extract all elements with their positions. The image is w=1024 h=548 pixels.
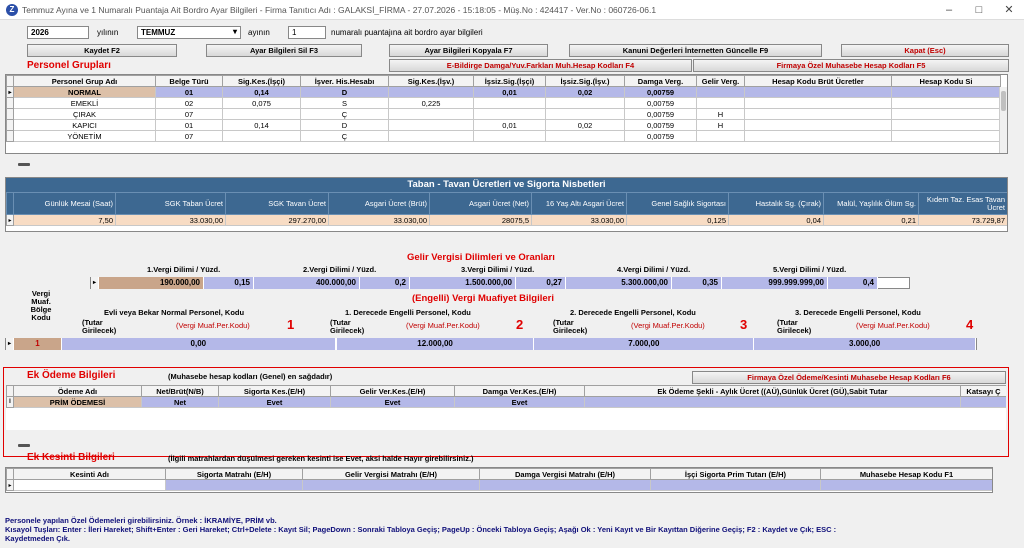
row-pointer-icon: ▸ <box>7 480 14 491</box>
table-cell[interactable]: D <box>301 120 389 131</box>
table-cell[interactable] <box>223 109 301 120</box>
app-icon: Z <box>6 4 18 16</box>
row-pointer-icon: ▸ <box>91 277 99 289</box>
table-cell[interactable] <box>166 480 303 491</box>
extra-payments-table <box>6 385 1006 408</box>
code-hint: (Vergi Muaf.Per.Kodu) <box>631 321 705 330</box>
firm-payment-accounts-button[interactable]: Firmaya Özel Ödeme/Kesinti Muhasebe Hesap Kodları F6 <box>692 371 1006 384</box>
table-cell[interactable] <box>389 120 474 131</box>
group-number: 4 <box>966 317 974 332</box>
table-row[interactable] <box>7 215 1008 226</box>
table-cell[interactable] <box>697 87 745 98</box>
table-cell[interactable]: 0,125 <box>627 215 729 226</box>
bracket-3-limit[interactable]: 1.500.000,00 <box>410 277 516 289</box>
minimize-button[interactable]: – <box>945 3 953 16</box>
row-indicator-header <box>7 76 14 87</box>
title-bar <box>0 0 1024 20</box>
delete-settings-button[interactable]: Ayar Bilgileri Sil F3 <box>206 44 362 57</box>
table-cell[interactable]: 0,00759 <box>625 109 697 120</box>
table-cell[interactable]: 01 <box>156 120 223 131</box>
income-tax-title: Gelir Vergisi Dilimleri ve Oranları <box>407 252 555 263</box>
table-cell[interactable]: NORMAL <box>14 87 156 98</box>
table-cell[interactable]: 0,02 <box>546 120 625 131</box>
table-cell[interactable]: 73.729,87 <box>919 215 1008 226</box>
bracket-2-limit[interactable]: 400.000,00 <box>254 277 360 289</box>
table-cell[interactable]: ÇIRAK <box>14 109 156 120</box>
column-header[interactable]: Gelir Ver.Kes.(E/H) <box>331 386 455 397</box>
extra-payments-header <box>7 386 1007 397</box>
bracket-5-rate[interactable]: 0,4 <box>828 277 878 289</box>
column-header[interactable]: Personel Grup Adı <box>14 76 156 87</box>
bracket-1-limit[interactable]: 190.000,00 <box>99 277 204 289</box>
table-cell[interactable]: 7,50 <box>14 215 116 226</box>
table-cell[interactable] <box>892 87 1001 98</box>
puantaj-input[interactable]: 1 <box>288 26 326 39</box>
table-cell[interactable]: Ç <box>301 109 389 120</box>
table-row[interactable] <box>7 87 1001 98</box>
bracket-label: 4.Vergi Dilimi / Yüzd. <box>617 265 691 274</box>
table-cell[interactable] <box>892 98 1001 109</box>
wage-limits-title: Taban - Tavan Ücretleri ve Sigorta Nisbetleri <box>6 178 1007 192</box>
table-cell[interactable] <box>474 131 546 142</box>
table-cell[interactable] <box>892 109 1001 120</box>
bracket-5-limit[interactable]: 999.999.999,00 <box>722 277 828 289</box>
group-number: 1 <box>287 317 295 332</box>
table-cell[interactable]: Net <box>142 397 219 408</box>
personnel-groups-header <box>7 76 1001 87</box>
column-header[interactable]: Sigorta Matrahı (E/H) <box>166 469 303 480</box>
window-title: Temmuz Ayına ve 1 Numaralı Puantaja Ait Bordro Ayar Bilgileri - Firma Tanıtıcı Adı : GALAKSİ_FİRMA - 27.07.2026 - 15:18:05 - Müş.No : 424417 - Ver.No : 060726-06.1 <box>22 4 657 15</box>
puantaj-label: numaralı puantajına ait bordro ayar bilgileri <box>331 28 483 37</box>
table-cell[interactable]: 02 <box>156 98 223 109</box>
table-row[interactable] <box>7 480 993 491</box>
column-header[interactable]: SGK Tavan Ücret <box>226 193 329 215</box>
table-cell[interactable] <box>546 98 625 109</box>
column-header[interactable]: Ek Ödeme Şekli - Aylık Ücret ((AÜ),Günlük Ücret (GÜ),Sabit Tutar <box>585 386 961 397</box>
table-cell[interactable] <box>697 98 745 109</box>
table-cell[interactable] <box>651 480 821 491</box>
column-header[interactable]: Kıdem Taz. Esas Tavan Ücret <box>919 193 1008 215</box>
amount-label: (Tutar Girilecek) <box>330 318 365 335</box>
table-cell[interactable] <box>745 120 892 131</box>
help-line: Personele yapılan Özel Ödemeleri girebilirsiniz. Örnek : İKRAMİYE, PRİM vb. <box>5 516 277 525</box>
bracket-2-rate[interactable]: 0,2 <box>360 277 410 289</box>
amount-label: (Tutar Girilecek) <box>777 318 812 335</box>
deductions-header <box>7 469 993 480</box>
month-label: ayının <box>248 28 270 37</box>
table-cell[interactable]: 0,00759 <box>625 98 697 109</box>
year-input[interactable]: 2026 <box>27 26 89 39</box>
deductions-hint: (İlgili matrahlardan düşülmesi gereken kesinti ise Evet, aksi halde Hayır girebilirsiniz.) <box>168 454 474 463</box>
table-cell[interactable]: KAPICI <box>14 120 156 131</box>
copy-settings-button[interactable]: Ayar Bilgileri Kopyala F7 <box>389 44 548 57</box>
column-header[interactable]: İşsiz.Sig.(İşçi) <box>474 76 546 87</box>
table-cell[interactable]: 0,02 <box>546 87 625 98</box>
wage-limits-header <box>7 193 1008 215</box>
table-cell[interactable]: 0,01 <box>474 120 546 131</box>
table-cell[interactable]: D <box>301 87 389 98</box>
table-cell[interactable] <box>585 397 961 408</box>
group-number: 3 <box>740 317 748 332</box>
table-cell[interactable] <box>892 131 1001 142</box>
table-cell[interactable] <box>480 480 651 491</box>
table-cell[interactable] <box>14 480 166 491</box>
table-cell[interactable]: 0,00759 <box>625 87 697 98</box>
extra-payments-table-wrap <box>6 385 1006 430</box>
table-cell[interactable]: 07 <box>156 131 223 142</box>
help-text <box>5 516 1019 543</box>
table-cell[interactable] <box>745 87 892 98</box>
table-cell[interactable]: 33.030,00 <box>329 215 430 226</box>
column-header[interactable]: Damga Ver.Kes.(E/H) <box>455 386 585 397</box>
table-cell[interactable]: Evet <box>455 397 585 408</box>
group-4-amount[interactable]: 3.000,00 <box>754 338 976 350</box>
splitter-handle[interactable] <box>18 444 30 447</box>
personnel-groups-table-wrap <box>5 74 1008 154</box>
table-cell[interactable] <box>961 397 1007 408</box>
column-header[interactable]: Günlük Mesai (Saat) <box>14 193 116 215</box>
column-header[interactable]: İşçi Sigorta Prim Tutarı (E/H) <box>651 469 821 480</box>
exemption-region-code[interactable]: 1 <box>14 338 62 350</box>
column-header[interactable]: Genel Sağlık Sigortası <box>627 193 729 215</box>
tax-brackets-row <box>90 277 910 289</box>
column-header[interactable]: Malül, Yaşlılık Ölüm Sg. <box>824 193 919 215</box>
table-cell[interactable]: 0,00759 <box>625 131 697 142</box>
table-cell[interactable]: 33.030,00 <box>532 215 627 226</box>
deductions-title: Ek Kesinti Bilgileri <box>27 452 115 463</box>
close-window-button[interactable]: ✕ <box>1004 4 1014 16</box>
table-row[interactable] <box>7 120 1001 131</box>
tax-bracket-labels <box>90 265 910 275</box>
help-line: Kaydetmeden Çık. <box>5 534 71 543</box>
scrollbar-thumb[interactable] <box>1001 91 1006 111</box>
ebildirge-accounts-button[interactable]: E-Bildirge Damga/Yuv.Farkları Muh.Hesap Kodları F4 <box>389 59 692 72</box>
group-3-amount[interactable]: 7.000,00 <box>534 338 754 350</box>
table-cell[interactable]: YÖNETİM <box>14 131 156 142</box>
table-cell[interactable]: PRİM ÖDEMESİ <box>14 397 142 408</box>
column-header[interactable]: Hesap Kodu Si <box>892 76 1001 87</box>
update-online-button[interactable]: Kanuni Değerleri İnternetten Güncelle F9 <box>569 44 822 57</box>
column-header[interactable]: Gelir Verg. <box>697 76 745 87</box>
table-cell[interactable] <box>474 109 546 120</box>
column-header[interactable]: SGK Taban Ücret <box>116 193 226 215</box>
year-label: yılının <box>97 28 119 37</box>
column-header[interactable]: Gelir Vergisi Matrahı (E/H) <box>303 469 480 480</box>
table-cell[interactable]: 0,00759 <box>625 120 697 131</box>
table-cell[interactable] <box>474 98 546 109</box>
group-number: 2 <box>516 317 524 332</box>
bracket-4-limit[interactable]: 5.300.000,00 <box>566 277 672 289</box>
table-cell[interactable]: H <box>697 109 745 120</box>
table-cell[interactable] <box>821 480 993 491</box>
bracket-1-rate[interactable]: 0,15 <box>204 277 254 289</box>
group-header: Evli veya Bekar Normal Personel, Kodu <box>104 308 245 317</box>
table-cell[interactable] <box>223 131 301 142</box>
month-value: TEMMUZ <box>141 28 176 37</box>
deductions-table-wrap <box>5 467 993 493</box>
column-header[interactable]: Net/Brüt(N/B) <box>142 386 219 397</box>
table-cell[interactable]: Evet <box>219 397 331 408</box>
table-cell[interactable]: 297.270,00 <box>226 215 329 226</box>
table-cell[interactable]: 0,01 <box>474 87 546 98</box>
table-cell[interactable] <box>745 131 892 142</box>
table-cell[interactable] <box>546 131 625 142</box>
table-cell[interactable] <box>697 131 745 142</box>
disability-row <box>5 338 977 350</box>
bracket-4-rate[interactable]: 0,35 <box>672 277 722 289</box>
table-cell[interactable]: 0,04 <box>729 215 824 226</box>
column-header[interactable]: Damga Verg. <box>625 76 697 87</box>
amount-label: (Tutar Girilecek) <box>553 318 588 335</box>
code-hint: (Vergi Muaf.Per.Kodu) <box>856 321 930 330</box>
column-header[interactable]: Kesinti Adı <box>14 469 166 480</box>
table-cell[interactable]: 01 <box>156 87 223 98</box>
column-header[interactable]: Muhasebe Hesap Kodu F1 <box>821 469 993 480</box>
table-row[interactable] <box>7 109 1001 120</box>
vertical-scrollbar[interactable] <box>999 87 1007 153</box>
table-cell[interactable]: 0,14 <box>223 120 301 131</box>
bracket-label: 5.Vergi Dilimi / Yüzd. <box>773 265 847 274</box>
table-cell[interactable]: 33.030,00 <box>116 215 226 226</box>
firm-accounting-codes-button[interactable]: Firmaya Özel Muhasebe Hesap Kodları F5 <box>693 59 1009 72</box>
table-cell[interactable]: 28075,5 <box>430 215 532 226</box>
maximize-button[interactable]: □ <box>975 3 983 16</box>
column-header[interactable]: Damga Vergisi Matrahı (E/H) <box>480 469 651 480</box>
table-cell[interactable]: Ç <box>301 131 389 142</box>
wage-limits-table <box>6 192 1008 226</box>
table-cell[interactable]: 0,21 <box>824 215 919 226</box>
table-cell[interactable] <box>389 109 474 120</box>
column-header[interactable]: Belge Türü <box>156 76 223 87</box>
table-cell[interactable] <box>892 120 1001 131</box>
close-button[interactable]: Kapat (Esc) <box>841 44 1009 57</box>
deductions-table <box>6 468 993 491</box>
month-select[interactable] <box>137 26 241 39</box>
amount-label: (Tutar Girilecek) <box>82 318 117 335</box>
table-row[interactable] <box>7 98 1001 109</box>
table-cell[interactable]: 07 <box>156 109 223 120</box>
extra-payments-hint: (Muhasebe hesap kodları (Genel) en sağdadır) <box>168 372 333 381</box>
row-pointer-icon: ▸ <box>7 87 14 98</box>
table-cell[interactable]: Evet <box>331 397 455 408</box>
column-header[interactable]: İşver. His.Hesabı <box>301 76 389 87</box>
code-hint: (Vergi Muaf.Per.Kodu) <box>406 321 480 330</box>
bracket-3-rate[interactable]: 0,27 <box>516 277 566 289</box>
column-header[interactable]: Sigorta Kes.(E/H) <box>219 386 331 397</box>
table-cell[interactable] <box>546 109 625 120</box>
table-cell[interactable] <box>389 131 474 142</box>
group-1-amount[interactable]: 0,00 <box>62 338 336 350</box>
table-cell[interactable] <box>389 87 474 98</box>
group-2-amount[interactable]: 12.000,00 <box>337 338 535 350</box>
exemption-region-label: Vergi Muaf. Bölge Kodu <box>30 289 52 322</box>
table-row[interactable] <box>7 397 1007 408</box>
column-header[interactable]: Hesap Kodu Brüt Ücretler <box>745 76 892 87</box>
table-cell[interactable] <box>303 480 480 491</box>
table-row[interactable] <box>7 131 1001 142</box>
column-header[interactable]: İşsiz.Sig.(İşv.) <box>546 76 625 87</box>
table-cell[interactable]: 0,075 <box>223 98 301 109</box>
bracket-label: 3.Vergi Dilimi / Yüzd. <box>461 265 535 274</box>
personnel-groups-title: Personel Grupları <box>27 60 111 71</box>
edit-cursor-icon: I <box>7 397 14 408</box>
table-cell[interactable]: 0,14 <box>223 87 301 98</box>
table-cell[interactable] <box>745 98 892 109</box>
table-cell[interactable] <box>745 109 892 120</box>
column-header[interactable]: 16 Yaş Altı Asgari Ücret <box>532 193 627 215</box>
group-header: 2. Derecede Engelli Personel, Kodu <box>570 308 696 317</box>
column-header[interactable]: Asgari Ücret (Net) <box>430 193 532 215</box>
chevron-down-icon: ▾ <box>232 27 237 36</box>
disability-title: (Engelli) Vergi Muafiyet Bilgileri <box>412 293 554 304</box>
help-line: Kısayol Tuşları: Enter : İleri Hareket; Shift+Enter : Geri Hareket; Ctrl+Delete : Kayıt Sil; PageDown : Sonraki Tabloya Geçiş; PageUp : Önceki Tabloya Geçiş; Aşağı Ok : Yeni Kayıt ve Bir Kayıttan Diğerine Geçiş; F2 : Kaydet ve Çık; ESC : <box>5 525 837 534</box>
bracket-label: 1.Vergi Dilimi / Yüzd. <box>147 265 221 274</box>
column-header[interactable]: Ödeme Adı <box>14 386 142 397</box>
save-button[interactable]: Kaydet F2 <box>27 44 177 57</box>
column-header[interactable]: Katsayı Ç <box>961 386 1007 397</box>
column-header[interactable]: Hastalık Sg. (Çırak) <box>729 193 824 215</box>
wage-limits-panel <box>5 177 1008 232</box>
group-header: 3. Derecede Engelli Personel, Kodu <box>795 308 921 317</box>
column-header[interactable]: Sig.Kes.(İşçi) <box>223 76 301 87</box>
table-cell[interactable]: 0,225 <box>389 98 474 109</box>
column-header[interactable]: Sig.Kes.(İşv.) <box>389 76 474 87</box>
table-cell[interactable]: S <box>301 98 389 109</box>
extra-payments-title: Ek Ödeme Bilgileri <box>27 370 116 381</box>
personnel-groups-table <box>6 75 1001 142</box>
code-hint: (Vergi Muaf.Per.Kodu) <box>176 321 250 330</box>
row-pointer-icon: ▸ <box>7 215 14 226</box>
column-header[interactable]: Asgari Ücret (Brüt) <box>329 193 430 215</box>
splitter-handle[interactable] <box>18 163 30 166</box>
group-header: 1. Derecede Engelli Personel, Kodu <box>345 308 471 317</box>
table-cell[interactable]: H <box>697 120 745 131</box>
row-pointer-icon: ▸ <box>6 338 14 350</box>
bracket-label: 2.Vergi Dilimi / Yüzd. <box>303 265 377 274</box>
table-cell[interactable]: EMEKLİ <box>14 98 156 109</box>
